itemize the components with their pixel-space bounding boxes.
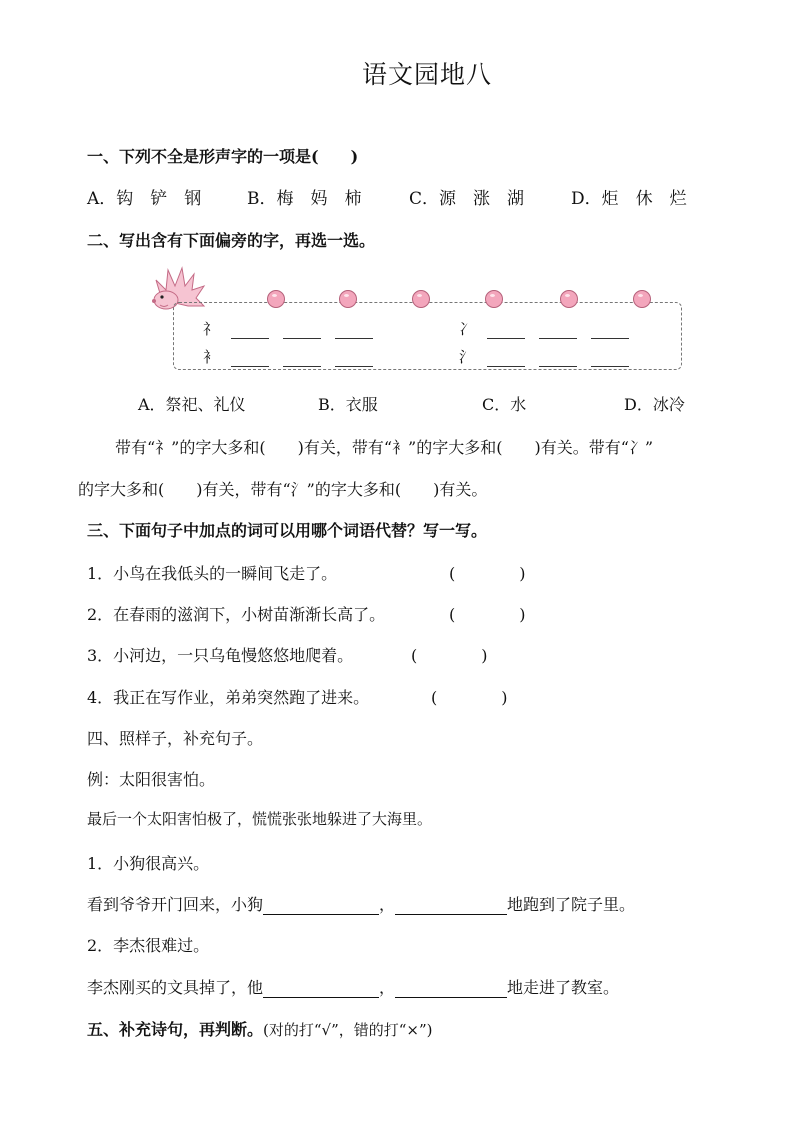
radical-label: 冫 bbox=[459, 320, 475, 338]
option-a: A．钩 铲 钢 bbox=[87, 189, 202, 209]
question-4-item-2-sentence: 李杰刚买的文具掉了，他 ， 地走进了教室。 bbox=[87, 978, 620, 997]
answer-blank[interactable] bbox=[283, 324, 321, 339]
answer-paren[interactable]: ( ) bbox=[411, 646, 488, 665]
answer-paren[interactable]: ( ) bbox=[449, 564, 526, 583]
question-3-item-4: 4．我正在写作业，弟弟突然跑了进来。 bbox=[87, 688, 370, 707]
question-4-item-1: 1．小狗很高兴。 bbox=[87, 854, 210, 873]
answer-paren[interactable]: ( ) bbox=[431, 688, 508, 707]
question-3-item-2: 2．在春雨的滋润下，小树苗渐渐长高了。 bbox=[87, 605, 386, 624]
question-1-heading: 一、下列不全是形声字的一项是( ) bbox=[87, 147, 359, 166]
answer-blank[interactable] bbox=[335, 352, 373, 367]
page-title: 语文园地八 bbox=[361, 60, 492, 89]
answer-blank[interactable] bbox=[539, 352, 577, 367]
choice-a: A．祭祀、礼仪 bbox=[138, 395, 246, 414]
choice-c: C．水 bbox=[482, 395, 527, 414]
bubble-icon bbox=[412, 290, 430, 308]
radical-row-1-left bbox=[203, 318, 387, 339]
radical-row-2-right bbox=[459, 346, 643, 367]
answer-blank[interactable] bbox=[487, 352, 525, 367]
choice-d: D．冰冷 bbox=[624, 395, 685, 414]
answer-blank[interactable] bbox=[395, 979, 507, 998]
example-answer: 最后一个太阳害怕极了，慌慌张张地躲进了大海里。 bbox=[87, 810, 433, 828]
question-3-heading: 三、下面句子中加点的词可以用哪个词语代替？写一写。 bbox=[87, 521, 488, 540]
question-4-heading: 四、照样子，补充句子。 bbox=[87, 729, 264, 748]
answer-blank[interactable] bbox=[539, 324, 577, 339]
answer-blank[interactable] bbox=[231, 324, 269, 339]
answer-paren[interactable]: ( ) bbox=[449, 605, 526, 624]
radical-fill-sentence-2: 的字大多和( )有关，带有“氵”的字大多和( )有关。 bbox=[78, 480, 488, 499]
option-d: D．炬 休 烂 bbox=[571, 189, 687, 209]
answer-blank[interactable] bbox=[591, 324, 629, 339]
answer-blank[interactable] bbox=[335, 324, 373, 339]
option-b: B．梅 妈 柿 bbox=[247, 189, 362, 209]
question-2-heading: 二、写出含有下面偏旁的字，再选一选。 bbox=[87, 231, 376, 250]
question-3-item-3: 3．小河边，一只乌龟慢悠悠地爬着。 bbox=[87, 646, 354, 665]
answer-blank[interactable] bbox=[283, 352, 321, 367]
answer-blank[interactable] bbox=[263, 896, 379, 915]
bubble-icon bbox=[485, 290, 503, 308]
radical-label: 礻 bbox=[203, 320, 219, 338]
radical-row-2-left bbox=[203, 346, 387, 367]
bubble-icon bbox=[560, 290, 578, 308]
radical-fill-sentence-1: 带有“礻”的字大多和( )有关，带有“衤”的字大多和( )有关。带有“冫” bbox=[115, 438, 654, 457]
question-3-item-1: 1．小鸟在我低头的一瞬间飞走了。 bbox=[87, 564, 338, 583]
answer-blank[interactable] bbox=[263, 979, 379, 998]
question-4-item-1-sentence: 看到爷爷开门回来，小狗 ， 地跑到了院子里。 bbox=[87, 895, 636, 914]
bubble-icon bbox=[267, 290, 285, 308]
bubble-icon bbox=[633, 290, 651, 308]
radical-label: 衤 bbox=[203, 348, 219, 366]
answer-blank[interactable] bbox=[395, 896, 507, 915]
question-4-item-2: 2．李杰很难过。 bbox=[87, 936, 210, 955]
answer-blank[interactable] bbox=[487, 324, 525, 339]
answer-blank[interactable] bbox=[231, 352, 269, 367]
radical-label: 氵 bbox=[459, 348, 475, 366]
question-1-options bbox=[87, 184, 687, 209]
answer-blank[interactable] bbox=[591, 352, 629, 367]
option-c: C．源 涨 湖 bbox=[409, 189, 525, 209]
question-5-heading: 五、补充诗句，再判断。(对的打“√”，错的打“×”) bbox=[87, 1020, 433, 1039]
radical-row-1-right bbox=[459, 318, 643, 339]
bubble-icon bbox=[339, 290, 357, 308]
choice-b: B．衣服 bbox=[318, 395, 378, 414]
example-label: 例：太阳很害怕。 bbox=[87, 770, 216, 789]
radical-choices bbox=[138, 392, 685, 415]
